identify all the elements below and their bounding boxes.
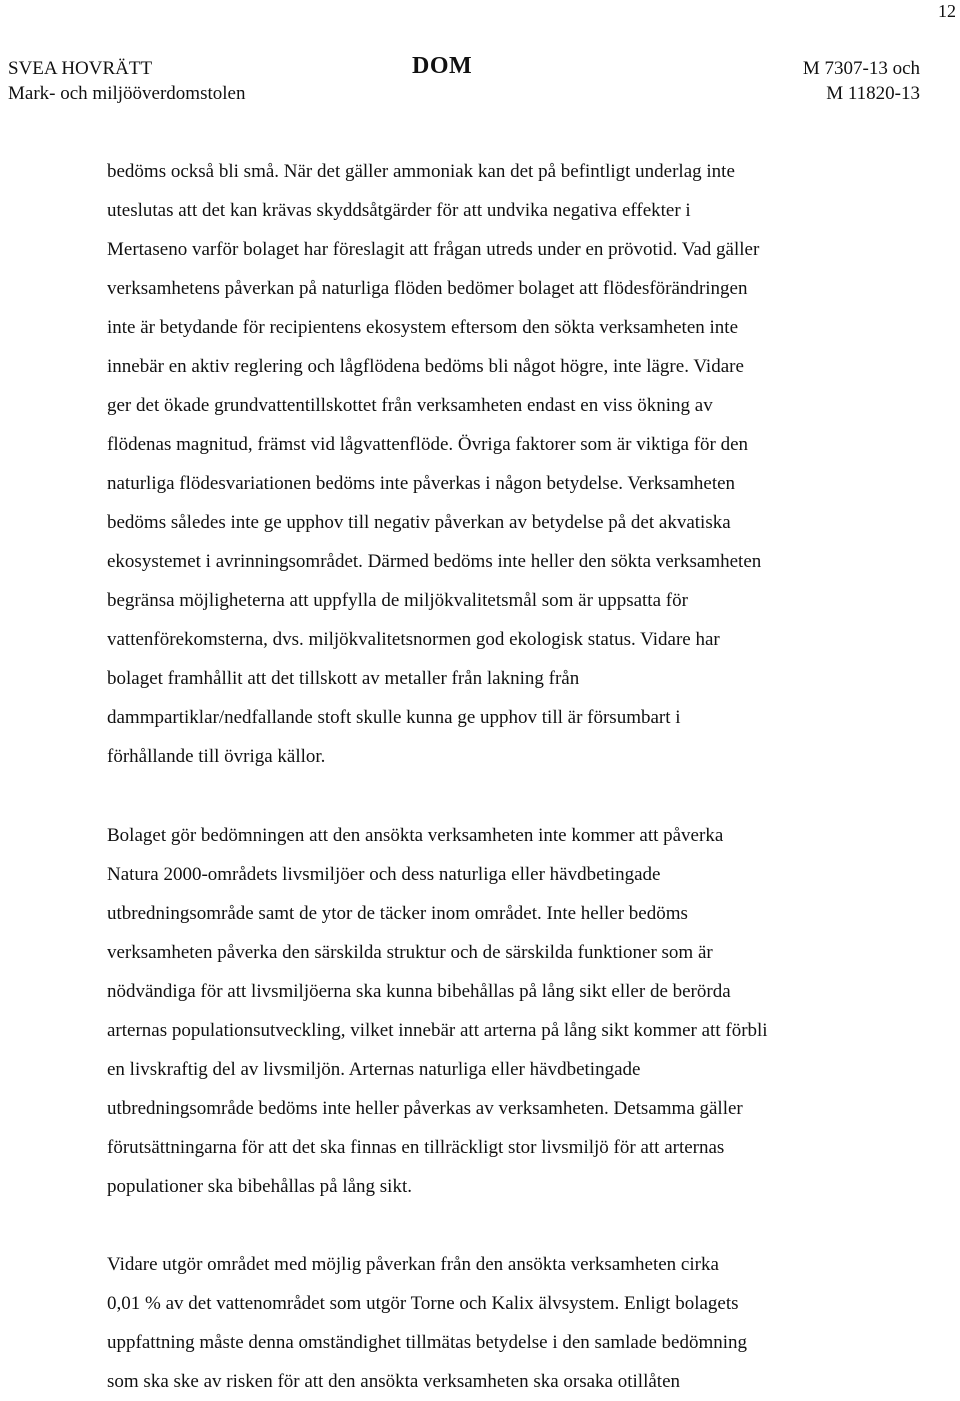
text-line: Vidare utgör området med möjlig påverkan från den ansökta verksamheten cirka (107, 1254, 719, 1275)
paragraph-2 (107, 816, 897, 1206)
paragraph-1 (107, 152, 897, 776)
header-court-block (8, 56, 245, 106)
page-number: 12 (938, 1, 956, 21)
text-line: 0,01 % av det vattenområdet som utgör Torne och Kalix älvsystem. Enligt bolagets (107, 1293, 739, 1314)
text-line: ger det ökade grundvattentillskottet från verksamheten endast en viss ökning av (107, 395, 713, 416)
paragraph-text (107, 152, 897, 776)
text-line: förhållande till övriga källor. (107, 746, 326, 767)
text-line: bolaget framhållit att det tillskott av metaller från lakning från (107, 668, 580, 689)
text-line: ekosystemet i avrinningsområdet. Därmed bedöms inte heller den sökta verksamheten (107, 551, 762, 572)
text-line: förutsättningarna för att det ska finnas en tillräckligt stor livsmiljö för att arternas (107, 1137, 725, 1158)
text-line: Mertaseno varför bolaget har föreslagit att frågan utreds under en prövotid. Vad gäller (107, 239, 760, 260)
text-line: vattenförekomsterna, dvs. miljökvalitetsnormen god ekologisk status. Vidare har (107, 629, 720, 650)
paragraph-text (107, 816, 897, 1206)
text-line: flödenas magnitud, främst vid lågvattenflöde. Övriga faktorer som är viktiga för den (107, 434, 749, 455)
paragraph-3 (107, 1245, 897, 1401)
text-line: bedöms också bli små. När det gäller ammoniak kan det på befintligt underlag inte (107, 161, 735, 182)
text-line: populationer ska bibehållas på lång sikt. (107, 1176, 412, 1197)
text-line: uteslutas att det kan krävas skyddsåtgärder för att undvika negativa effekter i (107, 200, 691, 221)
text-line: dammpartiklar/nedfallande stoft skulle kunna ge upphov till är försumbart i (107, 707, 681, 728)
court-division: Mark- och miljööverdomstolen (8, 83, 246, 104)
text-line: bedöms således inte ge upphov till negativ påverkan av betydelse på det akvatiska (107, 512, 731, 533)
text-line: Bolaget gör bedömningen att den ansökta verksamheten inte kommer att påverka (107, 825, 724, 846)
text-line: utbredningsområde bedöms inte heller påverkas av verksamheten. Detsamma gäller (107, 1098, 743, 1119)
text-line: verksamheten påverka den särskilda struktur och de särskilda funktioner som är (107, 942, 713, 963)
paragraph-text (107, 1245, 897, 1401)
text-line: som ska ske av risken för att den ansökta verksamheten ska orsaka otillåten (107, 1371, 680, 1392)
text-line: innebär en aktiv reglering och lågflödena bedöms bli något högre, inte lägre. Vidare (107, 356, 744, 377)
text-line: utbredningsområde samt de ytor de täcker inom området. Inte heller bedöms (107, 903, 688, 924)
text-line: begränsa möjligheterna att uppfylla de miljökvalitetsmål som är uppsatta för (107, 590, 688, 611)
header-case-numbers (803, 56, 920, 106)
text-line: uppfattning måste denna omständighet tillmätas betydelse i den samlade bedömning (107, 1332, 748, 1353)
document-type: DOM (412, 53, 473, 79)
text-line: verksamhetens påverkan på naturliga flöden bedömer bolaget att flödesförändringen (107, 278, 748, 299)
text-line: inte är betydande för recipientens ekosystem eftersom den sökta verksamheten inte (107, 317, 738, 338)
text-line: Natura 2000-områdets livsmiljöer och dess naturliga eller hävdbetingade (107, 864, 661, 885)
text-line: en livskraftig del av livsmiljön. Arternas naturliga eller hävdbetingade (107, 1059, 641, 1080)
text-line: nödvändiga för att livsmiljöerna ska kunna bibehållas på lång sikt eller de berörda (107, 981, 731, 1002)
case-number-2: M 11820-13 (826, 83, 920, 104)
text-line: arternas populationsutveckling, vilket innebär att arterna på lång sikt kommer att förbli (107, 1020, 768, 1041)
court-name: SVEA HOVRÄTT (8, 58, 153, 79)
case-number-1: M 7307-13 och (802, 58, 920, 79)
text-line: naturliga flödesvariationen bedöms inte påverkas i någon betydelse. Verksamheten (107, 473, 736, 494)
